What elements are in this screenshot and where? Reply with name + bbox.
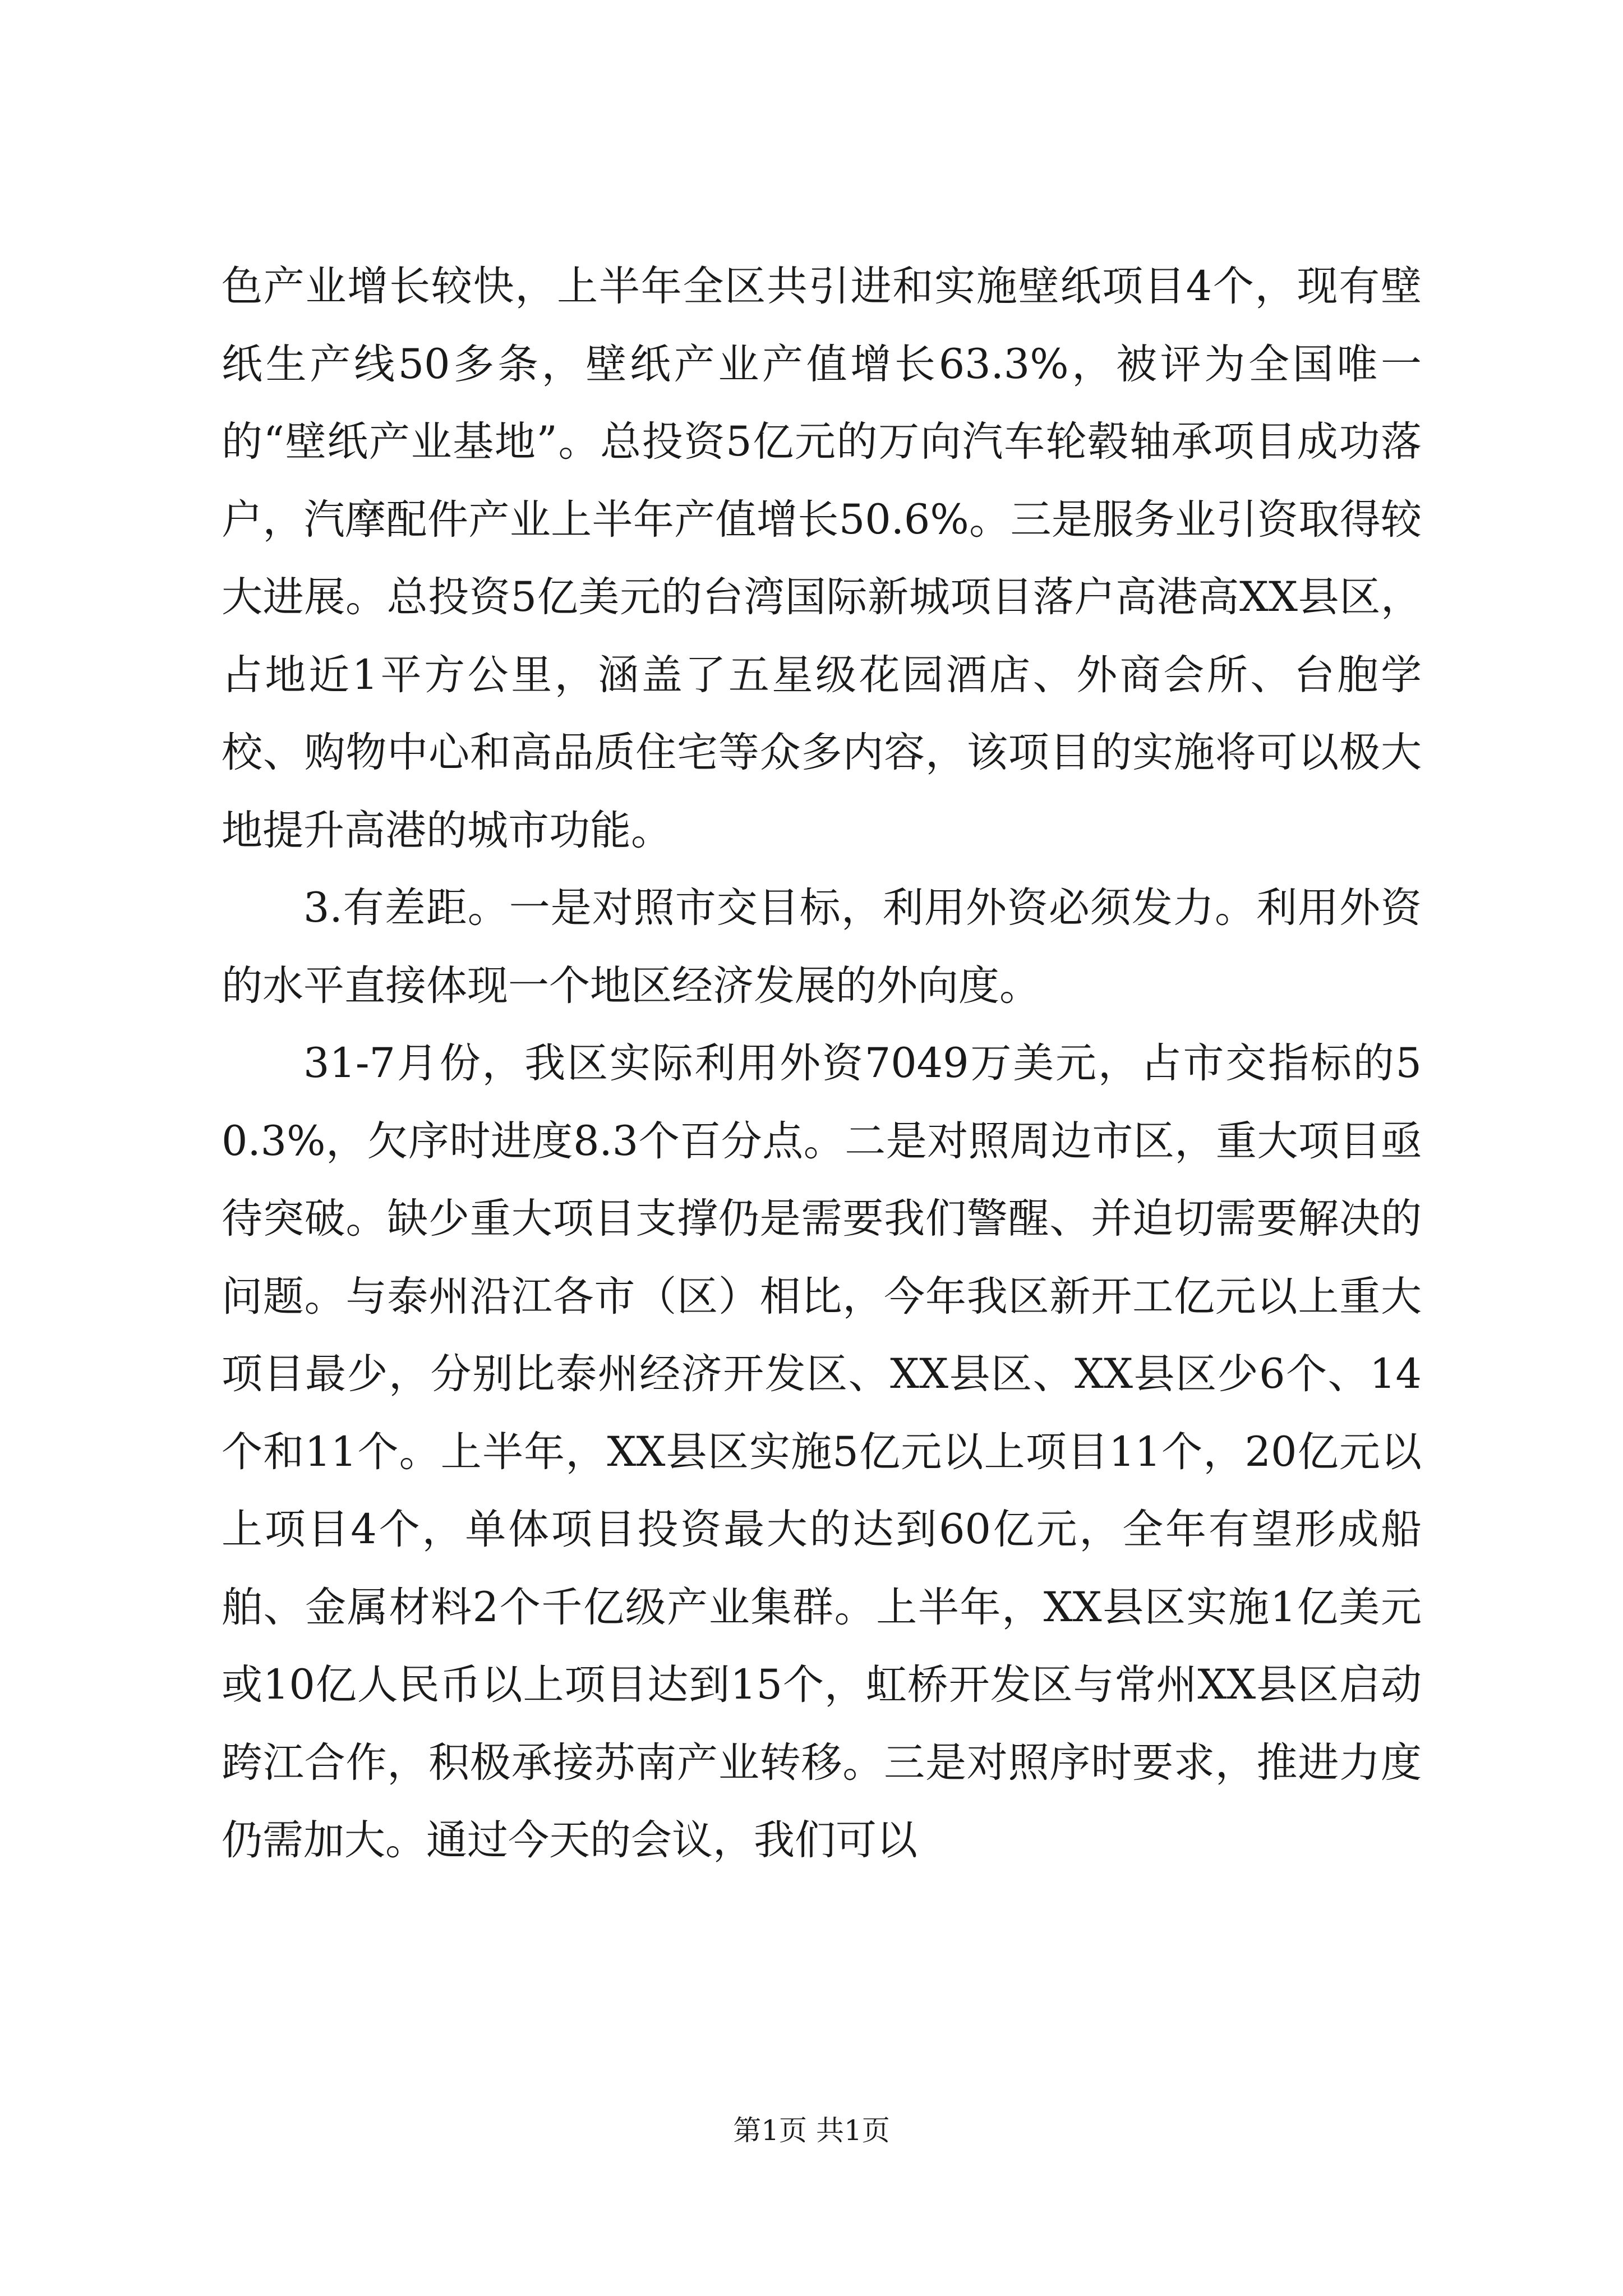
paragraph-foreign-investment: 31-7月份，我区实际利用外资7049万美元，占市交指标的50.3%，欠序时进度8.3个百分点。二是对照周边市区，重大项目亟待突破。缺少重大项目支撑仍是需要我们警醒、并迫切需要解决的问题。与泰州沿江各市（区）相比，今年我区新开工亿元以上重大项目最少，分别比泰州经济开发区、XX县区、XX县区少6个、14个和11个。上半年，XX县区实施5亿元以上项目11个，20亿元以上项目4个，单体项目投资最大的达到60亿元，全年有望形成船舶、金属材料2个千亿级产业集群。上半年，XX县区实施1亿美元或10亿人民币以上项目达到15个，虹桥开发区与常州XX县区启动跨江合作，积极承接苏南产业转移。三是对照序时要求，推进力度仍需加大。通过今天的会议，我们可以 [222, 1039, 1422, 1864]
page-number-footer: 第1页 共1页 [733, 2114, 890, 2147]
paragraph-gap-heading: 3.有差距。一是对照市交目标，利用外资必须发力。利用外资的水平直接体现一个地区经济发展的外向度。 [222, 884, 1422, 1010]
paragraph-continuation: 色产业增长较快，上半年全区共引进和实施壁纸项目4个，现有壁纸生产线50多条，壁纸产业产值增长63.3%，被评为全国唯一的“壁纸产业基地”。总投资5亿元的万向汽车轮毂轴承项目成功落户，汽摩配件产业上半年产值增长50.6%。三是服务业引资取得较大进展。总投资5亿美元的台湾国际新城项目落户高港高XX县区，占地近1平方公里，涵盖了五星级花园酒店、外商会所、台胞学校、购物中心和高品质住宅等众多内容，该项目的实施将可以极大地提升高港的城市功能。 [222, 263, 1422, 854]
document-body [222, 248, 1422, 1880]
